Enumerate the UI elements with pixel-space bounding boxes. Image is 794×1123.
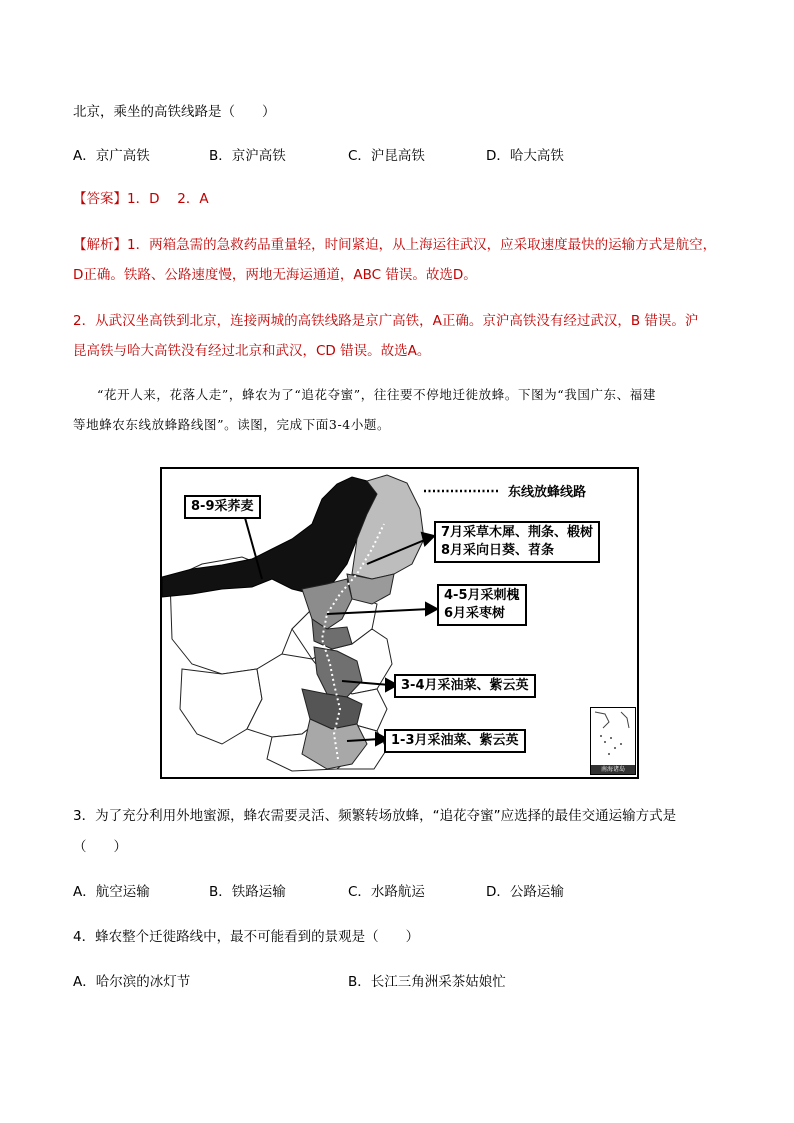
label-central: 3-4月采油菜、紫云英 — [394, 674, 536, 698]
q3-stem-line-1: 3．为了充分利用外地蜜源，蜂农需要灵活、频繁转场放蜂，“追花夺蜜”应选择的最佳交通运输方式是 — [73, 808, 677, 824]
arrowhead-north — [426, 603, 437, 615]
answer-label: 【答案】 — [73, 191, 127, 207]
q3-stem-line-2: （ ） — [73, 839, 127, 855]
q3-option-c: C．水路航运 — [348, 884, 425, 900]
analysis-line-2: D正确。铁路、公路速度慢，两地无海运通道，ABC 错误。故选D。 — [73, 267, 477, 283]
intro-line-1: “花开人来，花落人走”，蜂农为了“追花夺蜜”，往往要不停地迁徙放蜂。下图为“我国广东、福建 — [97, 387, 656, 402]
q3-option-b: B．铁路运输 — [209, 884, 286, 900]
inset-caption: 南海诸岛 — [591, 765, 635, 774]
option-a: A．京广高铁 — [73, 148, 150, 164]
question-stem-tail: 北京，乘坐的高铁线路是（ ） — [73, 104, 276, 120]
label-northeast: 7月采草木犀、荆条、椴树 8月采向日葵、苕条 — [434, 521, 600, 563]
arrowhead-northeast — [422, 533, 434, 545]
beekeeping-route-map — [160, 467, 639, 779]
map-legend-label: 东线放蜂线路 — [508, 485, 587, 500]
option-d: D．哈大高铁 — [486, 148, 564, 164]
option-c: C．沪昆高铁 — [348, 148, 425, 164]
answer-text: 1．D 2．A — [127, 191, 209, 207]
analysis-line-1: 【解析】1．两箱急需的急救药品重量轻，时间紧迫，从上海运往武汉，应采取速度最快的运输方式是航空， — [73, 237, 717, 253]
option-b: B．京沪高铁 — [209, 148, 286, 164]
southwest-region-outline — [180, 669, 262, 744]
q4-stem: 4．蜂农整个迁徙路线中，最不可能看到的景观是（ ） — [73, 929, 420, 945]
q4-option-b: B．长江三角洲采茶姑娘忙 — [348, 974, 506, 990]
q4-option-a: A．哈尔滨的冰灯节 — [73, 974, 191, 990]
inset-map-drawing — [591, 708, 635, 765]
q3-option-a: A．航空运输 — [73, 884, 150, 900]
analysis-label: 【解析】 — [73, 237, 127, 253]
label-north: 4-5月采刺槐 6月采枣树 — [437, 584, 527, 626]
label-northwest: 8-9采荞麦 — [184, 495, 261, 519]
south-china-sea-inset — [590, 707, 636, 775]
answer-block — [73, 189, 209, 209]
analysis-line-3: 2．从武汉坐高铁到北京，连接两城的高铁线路是京广高铁，A正确。京沪高铁没有经过武汉，B 错误。沪 — [73, 313, 699, 329]
liaoning-region — [347, 574, 394, 604]
analysis-line-4: 昆高铁与哈大高铁没有经过北京和武汉，CD 错误。故选A。 — [73, 343, 431, 359]
q3-option-d: D．公路运输 — [486, 884, 564, 900]
intro-line-2: 等地蜂农东线放蜂路线图”。读图，完成下面3-4小题。 — [73, 417, 391, 432]
label-south: 1-3月采油菜、紫云英 — [384, 729, 526, 753]
